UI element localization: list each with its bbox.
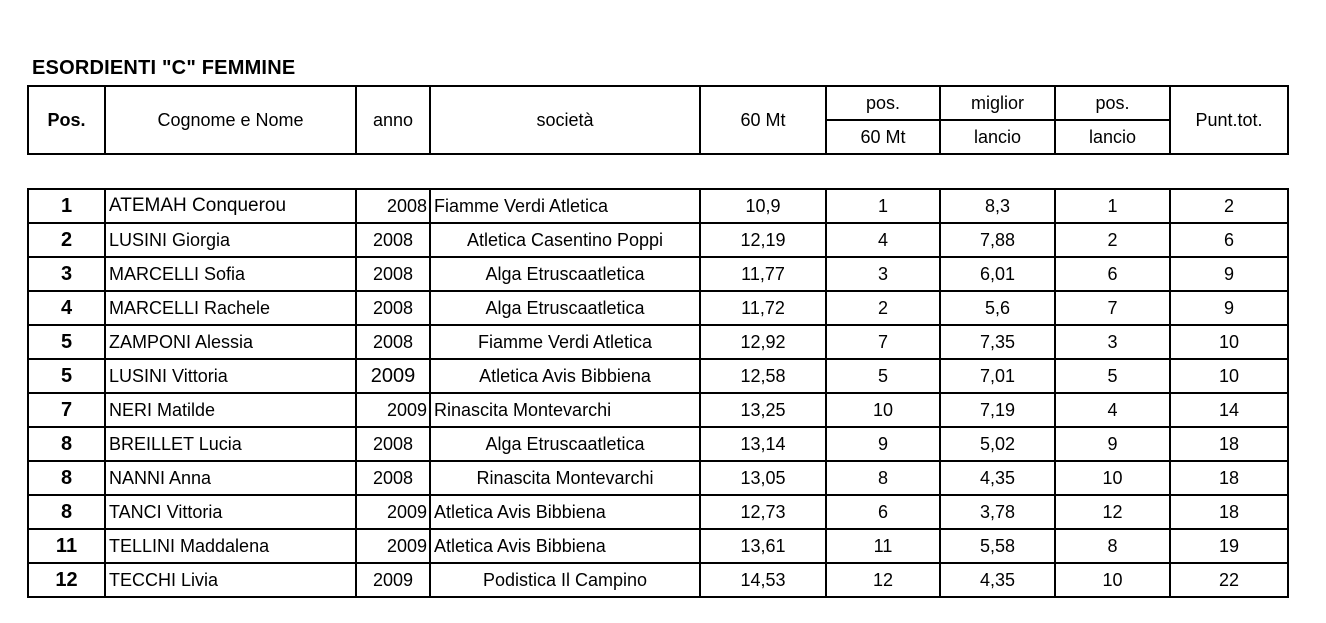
- header-poslancio-top: pos.: [1055, 86, 1170, 120]
- cell-pos60: 2: [826, 291, 940, 325]
- cell-punt: 10: [1170, 359, 1288, 393]
- cell-societa: Fiamme Verdi Atletica: [430, 325, 700, 359]
- cell-lancio: 5,02: [940, 427, 1055, 461]
- table-row: [28, 563, 1288, 597]
- cell-name: LUSINI Giorgia: [105, 223, 356, 257]
- cell-punt: 19: [1170, 529, 1288, 563]
- cell-punt: 10: [1170, 325, 1288, 359]
- cell-poslancio: 6: [1055, 257, 1170, 291]
- cell-lancio: 3,78: [940, 495, 1055, 529]
- header-poslancio-bottom: lancio: [1055, 120, 1170, 154]
- cell-poslancio: 2: [1055, 223, 1170, 257]
- cell-tempo: 14,53: [700, 563, 826, 597]
- page-title: ESORDIENTI "C" FEMMINE: [32, 57, 296, 79]
- cell-tempo: 12,19: [700, 223, 826, 257]
- table-row: [28, 223, 1288, 257]
- header-pos60-top: pos.: [826, 86, 940, 120]
- cell-anno: 2009: [356, 529, 430, 563]
- cell-pos: 8: [28, 461, 105, 495]
- table-row: [28, 359, 1288, 393]
- cell-name: MARCELLI Sofia: [105, 257, 356, 291]
- cell-pos: 11: [28, 529, 105, 563]
- cell-societa: Atletica Avis Bibbiena: [430, 495, 700, 529]
- cell-punt: 6: [1170, 223, 1288, 257]
- cell-punt: 14: [1170, 393, 1288, 427]
- cell-poslancio: 12: [1055, 495, 1170, 529]
- table-row: [28, 291, 1288, 325]
- cell-pos: 1: [28, 189, 105, 223]
- header-societa: società: [430, 86, 700, 154]
- cell-name: MARCELLI Rachele: [105, 291, 356, 325]
- cell-pos60: 4: [826, 223, 940, 257]
- cell-tempo: 13,05: [700, 461, 826, 495]
- header-lancio-top: miglior: [940, 86, 1055, 120]
- cell-societa: Alga Etruscaatletica: [430, 291, 700, 325]
- cell-name: TECCHI Livia: [105, 563, 356, 597]
- cell-poslancio: 4: [1055, 393, 1170, 427]
- header-pos: Pos.: [28, 86, 105, 154]
- cell-lancio: 7,88: [940, 223, 1055, 257]
- cell-pos60: 9: [826, 427, 940, 461]
- cell-tempo: 12,58: [700, 359, 826, 393]
- cell-name: BREILLET Lucia: [105, 427, 356, 461]
- cell-anno: 2008: [356, 325, 430, 359]
- cell-name: TANCI Vittoria: [105, 495, 356, 529]
- cell-name: LUSINI Vittoria: [105, 359, 356, 393]
- cell-societa: Alga Etruscaatletica: [430, 427, 700, 461]
- cell-anno: 2008: [356, 223, 430, 257]
- cell-anno: 2008: [356, 461, 430, 495]
- cell-anno: 2008: [356, 291, 430, 325]
- header-pos60-bottom: 60 Mt: [826, 120, 940, 154]
- cell-tempo: 13,14: [700, 427, 826, 461]
- cell-tempo: 11,72: [700, 291, 826, 325]
- cell-societa: Atletica Avis Bibbiena: [430, 359, 700, 393]
- header-table: [27, 85, 1289, 155]
- cell-pos60: 1: [826, 189, 940, 223]
- cell-name: TELLINI Maddalena: [105, 529, 356, 563]
- cell-poslancio: 5: [1055, 359, 1170, 393]
- cell-pos: 12: [28, 563, 105, 597]
- cell-lancio: 8,3: [940, 189, 1055, 223]
- cell-punt: 9: [1170, 291, 1288, 325]
- cell-punt: 18: [1170, 427, 1288, 461]
- cell-poslancio: 3: [1055, 325, 1170, 359]
- header-punt: Punt.tot.: [1170, 86, 1288, 154]
- table-row: [28, 427, 1288, 461]
- cell-lancio: 7,19: [940, 393, 1055, 427]
- header-lancio-bottom: lancio: [940, 120, 1055, 154]
- cell-lancio: 7,35: [940, 325, 1055, 359]
- cell-anno: 2009: [356, 563, 430, 597]
- cell-poslancio: 10: [1055, 461, 1170, 495]
- cell-lancio: 5,58: [940, 529, 1055, 563]
- cell-poslancio: 1: [1055, 189, 1170, 223]
- cell-societa: Atletica Avis Bibbiena: [430, 529, 700, 563]
- cell-anno: 2008: [356, 189, 430, 223]
- cell-punt: 18: [1170, 461, 1288, 495]
- cell-tempo: 11,77: [700, 257, 826, 291]
- cell-tempo: 12,73: [700, 495, 826, 529]
- table-row: [28, 495, 1288, 529]
- cell-pos60: 5: [826, 359, 940, 393]
- cell-pos60: 6: [826, 495, 940, 529]
- table-row: [28, 393, 1288, 427]
- cell-name: ZAMPONI Alessia: [105, 325, 356, 359]
- header-anno: anno: [356, 86, 430, 154]
- cell-poslancio: 9: [1055, 427, 1170, 461]
- cell-punt: 9: [1170, 257, 1288, 291]
- cell-punt: 2: [1170, 189, 1288, 223]
- cell-pos60: 12: [826, 563, 940, 597]
- cell-anno: 2009: [356, 359, 430, 393]
- table-row: [28, 189, 1288, 223]
- cell-pos: 5: [28, 325, 105, 359]
- cell-punt: 22: [1170, 563, 1288, 597]
- cell-pos: 8: [28, 495, 105, 529]
- cell-lancio: 5,6: [940, 291, 1055, 325]
- cell-tempo: 10,9: [700, 189, 826, 223]
- cell-pos60: 3: [826, 257, 940, 291]
- cell-lancio: 4,35: [940, 563, 1055, 597]
- cell-societa: Podistica Il Campino: [430, 563, 700, 597]
- cell-pos: 5: [28, 359, 105, 393]
- cell-lancio: 7,01: [940, 359, 1055, 393]
- cell-societa: Fiamme Verdi Atletica: [430, 189, 700, 223]
- cell-lancio: 4,35: [940, 461, 1055, 495]
- cell-tempo: 12,92: [700, 325, 826, 359]
- table-row: [28, 325, 1288, 359]
- cell-pos: 3: [28, 257, 105, 291]
- table-row: [28, 257, 1288, 291]
- cell-pos: 2: [28, 223, 105, 257]
- cell-societa: Alga Etruscaatletica: [430, 257, 700, 291]
- cell-poslancio: 10: [1055, 563, 1170, 597]
- cell-name: NERI Matilde: [105, 393, 356, 427]
- cell-anno: 2008: [356, 257, 430, 291]
- cell-pos60: 11: [826, 529, 940, 563]
- cell-name: NANNI Anna: [105, 461, 356, 495]
- cell-pos: 8: [28, 427, 105, 461]
- cell-pos60: 8: [826, 461, 940, 495]
- cell-anno: 2008: [356, 427, 430, 461]
- cell-pos60: 10: [826, 393, 940, 427]
- cell-anno: 2009: [356, 495, 430, 529]
- cell-poslancio: 7: [1055, 291, 1170, 325]
- table-row: [28, 529, 1288, 563]
- cell-pos60: 7: [826, 325, 940, 359]
- cell-lancio: 6,01: [940, 257, 1055, 291]
- cell-societa: Atletica Casentino Poppi: [430, 223, 700, 257]
- cell-anno: 2009: [356, 393, 430, 427]
- cell-societa: Rinascita Montevarchi: [430, 461, 700, 495]
- results-table: [27, 188, 1289, 598]
- cell-name: ATEMAH Conquerou: [105, 189, 356, 223]
- header-tempo: 60 Mt: [700, 86, 826, 154]
- cell-punt: 18: [1170, 495, 1288, 529]
- cell-tempo: 13,61: [700, 529, 826, 563]
- header-name: Cognome e Nome: [105, 86, 356, 154]
- table-row: [28, 461, 1288, 495]
- cell-tempo: 13,25: [700, 393, 826, 427]
- cell-pos: 4: [28, 291, 105, 325]
- cell-poslancio: 8: [1055, 529, 1170, 563]
- cell-pos: 7: [28, 393, 105, 427]
- cell-societa: Rinascita Montevarchi: [430, 393, 700, 427]
